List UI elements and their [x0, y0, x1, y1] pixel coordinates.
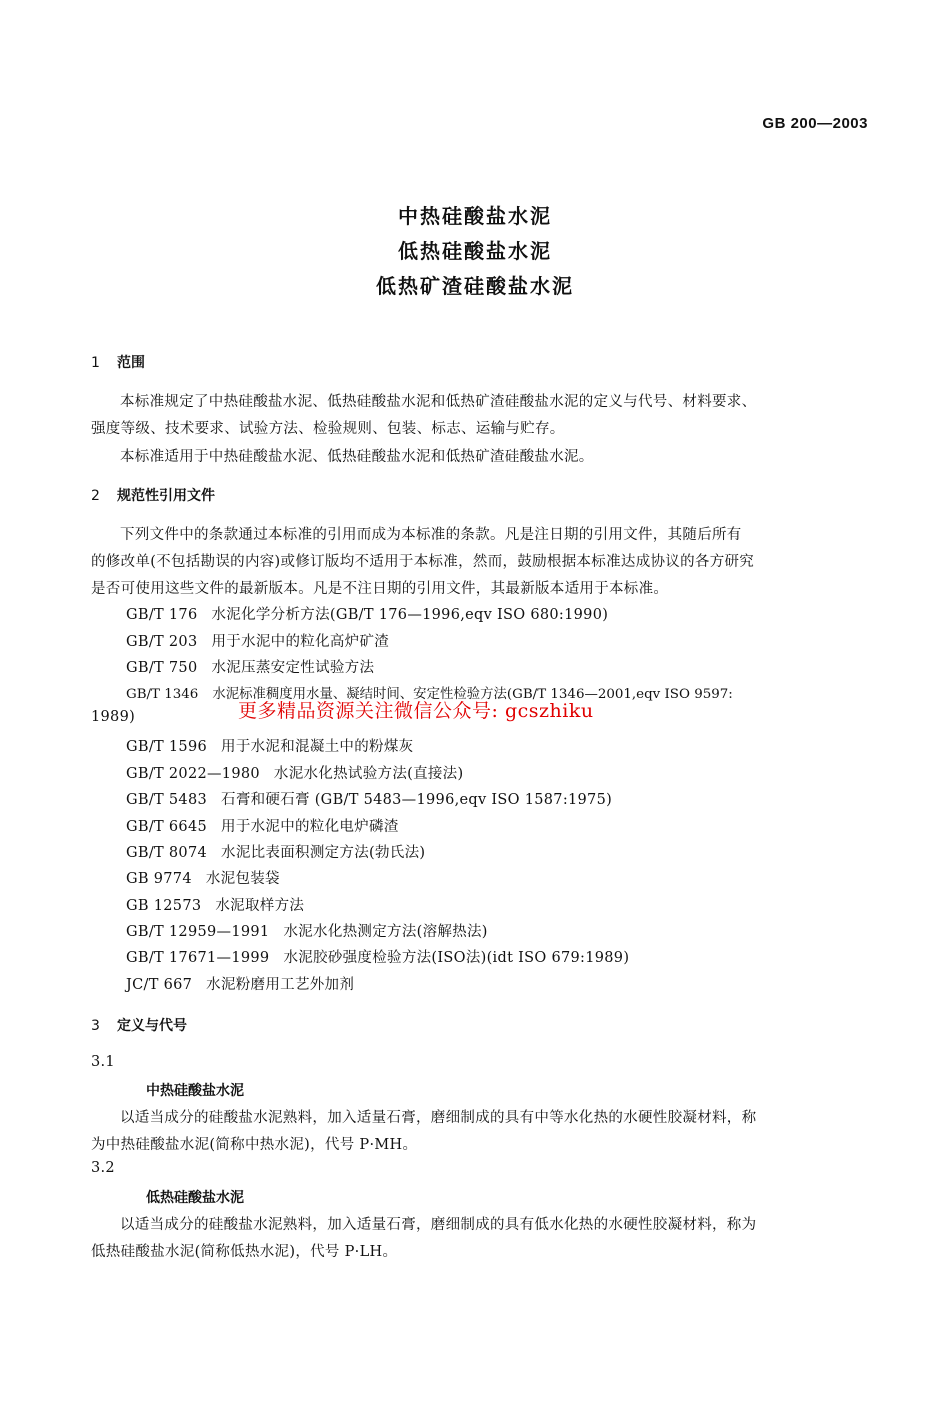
- reference-code: GB/T 6645: [126, 819, 208, 835]
- reference-code: GB/T 17671—1999: [126, 950, 270, 966]
- reference-item: [126, 603, 608, 624]
- section-2-intro-line-1: 下列文件中的条款通过本标准的引用而成为本标准的条款。凡是注日期的引用文件，其随后所有: [120, 527, 742, 543]
- reference-code: GB/T 1596: [126, 739, 208, 755]
- reference-item: [126, 894, 304, 915]
- reference-item: [126, 867, 280, 888]
- clause-3-2-definition-line-1: 以适当成分的硅酸盐水泥熟料，加入适量石膏，磨细制成的具有低水化热的水硬性胶凝材料，称为: [120, 1217, 757, 1233]
- reference-title: 水泥取样方法: [215, 898, 305, 914]
- reference-code: GB/T 12959—1991: [126, 924, 270, 940]
- clause-3-1-definition-line-2: 为中热硅酸盐水泥(简称中热水泥)，代号 P·MH。: [91, 1137, 418, 1153]
- watermark-text: 更多精品资源关注微信公众号: gcszhiku: [238, 700, 594, 722]
- reference-code: JC/T 667: [126, 977, 193, 993]
- section-1-para-2: 本标准适用于中热硅酸盐水泥、低热硅酸盐水泥和低热矿渣硅酸盐水泥。: [120, 449, 594, 465]
- clause-3-2-number: 3.2: [91, 1160, 115, 1176]
- reference-code: GB/T 8074: [126, 845, 208, 861]
- section-1-para-1-line-2: 强度等级、技术要求、试验方法、检验规则、包装、标志、运输与贮存。: [91, 421, 565, 437]
- reference-item: [126, 630, 389, 651]
- clause-3-1-definition-line-1: 以适当成分的硅酸盐水泥熟料，加入适量石膏，磨细制成的具有中等水化热的水硬性胶凝材料，称: [120, 1110, 757, 1126]
- reference-continuation: 1989): [91, 709, 136, 725]
- section-1-heading: [91, 352, 145, 372]
- reference-item: [126, 788, 612, 809]
- document-title-line-2: 低热硅酸盐水泥: [398, 239, 552, 263]
- reference-code: GB/T 2022—1980: [126, 766, 260, 782]
- reference-title: 水泥比表面积测定方法(勃氏法): [221, 845, 426, 861]
- section-2-number: 2: [91, 488, 100, 504]
- reference-title: 用于水泥中的粒化电炉磷渣: [221, 819, 399, 835]
- reference-item: [126, 656, 374, 677]
- section-1-number: 1: [91, 355, 100, 371]
- reference-item: [126, 946, 629, 967]
- clause-3-2-definition-line-2: 低热硅酸盐水泥(简称低热水泥)，代号 P·LH。: [91, 1244, 398, 1260]
- standard-number: GB 200—2003: [762, 115, 868, 132]
- reference-title: 水泥压蒸安定性试验方法: [211, 660, 375, 676]
- section-2-intro-line-3: 是否可使用这些文件的最新版本。凡是不注日期的引用文件，其最新版本适用于本标准。: [91, 581, 669, 597]
- reference-item: [126, 815, 399, 836]
- reference-title: 石膏和硬石膏 (GB/T 5483—1996,eqv ISO 1587:1975): [221, 792, 613, 808]
- reference-item: [126, 841, 425, 862]
- reference-title: 水泥包装袋: [205, 871, 280, 887]
- section-2-heading: [91, 485, 215, 505]
- reference-title: 水泥粉磨用工艺外加剂: [206, 977, 355, 993]
- reference-title: 水泥标准稠度用水量、凝结时间、安定性检验方法(GB/T 1346—2001,eqv ISO 9597:: [212, 687, 733, 702]
- reference-code: GB/T 750: [126, 660, 198, 676]
- reference-code: GB/T 1346: [126, 687, 199, 702]
- reference-item: [126, 735, 413, 756]
- section-2-intro-line-2: 的修改单(不包括勘误的内容)或修订版均不适用于本标准，然而，鼓励根据本标准达成协议的各方研究: [91, 554, 755, 570]
- reference-title: 水泥化学分析方法(GB/T 176—1996,eqv ISO 680:1990): [211, 607, 609, 623]
- reference-code: GB/T 5483: [126, 792, 208, 808]
- clause-3-1-number: 3.1: [91, 1054, 115, 1070]
- document-title-line-1: 中热硅酸盐水泥: [398, 204, 552, 228]
- document-title-line-3: 低热矿渣硅酸盐水泥: [376, 274, 574, 298]
- section-3-title: 定义与代号: [117, 1018, 187, 1034]
- reference-code: GB/T 176: [126, 607, 198, 623]
- reference-item: [126, 973, 354, 994]
- reference-title: 水泥水化热试验方法(直接法): [273, 766, 464, 782]
- reference-item: [126, 762, 463, 783]
- section-3-number: 3: [91, 1018, 100, 1034]
- clause-3-1-term: 中热硅酸盐水泥: [146, 1083, 244, 1099]
- reference-title: 用于水泥和混凝土中的粉煤灰: [221, 739, 414, 755]
- reference-item: [126, 920, 488, 941]
- section-1-para-1-line-1: 本标准规定了中热硅酸盐水泥、低热硅酸盐水泥和低热矿渣硅酸盐水泥的定义与代号、材料要求、: [120, 394, 757, 410]
- clause-3-2-term: 低热硅酸盐水泥: [146, 1190, 244, 1206]
- reference-title: 用于水泥中的粒化高炉矿渣: [211, 634, 390, 650]
- section-2-title: 规范性引用文件: [117, 488, 215, 504]
- reference-title: 水泥水化热测定方法(溶解热法): [283, 924, 488, 940]
- reference-code: GB/T 203: [126, 634, 198, 650]
- reference-code: GB 12573: [126, 898, 202, 914]
- reference-title: 水泥胶砂强度检验方法(ISO法)(idt ISO 679:1989): [283, 950, 630, 966]
- section-1-title: 范围: [117, 355, 145, 371]
- section-3-heading: [91, 1015, 187, 1035]
- reference-code: GB 9774: [126, 871, 192, 887]
